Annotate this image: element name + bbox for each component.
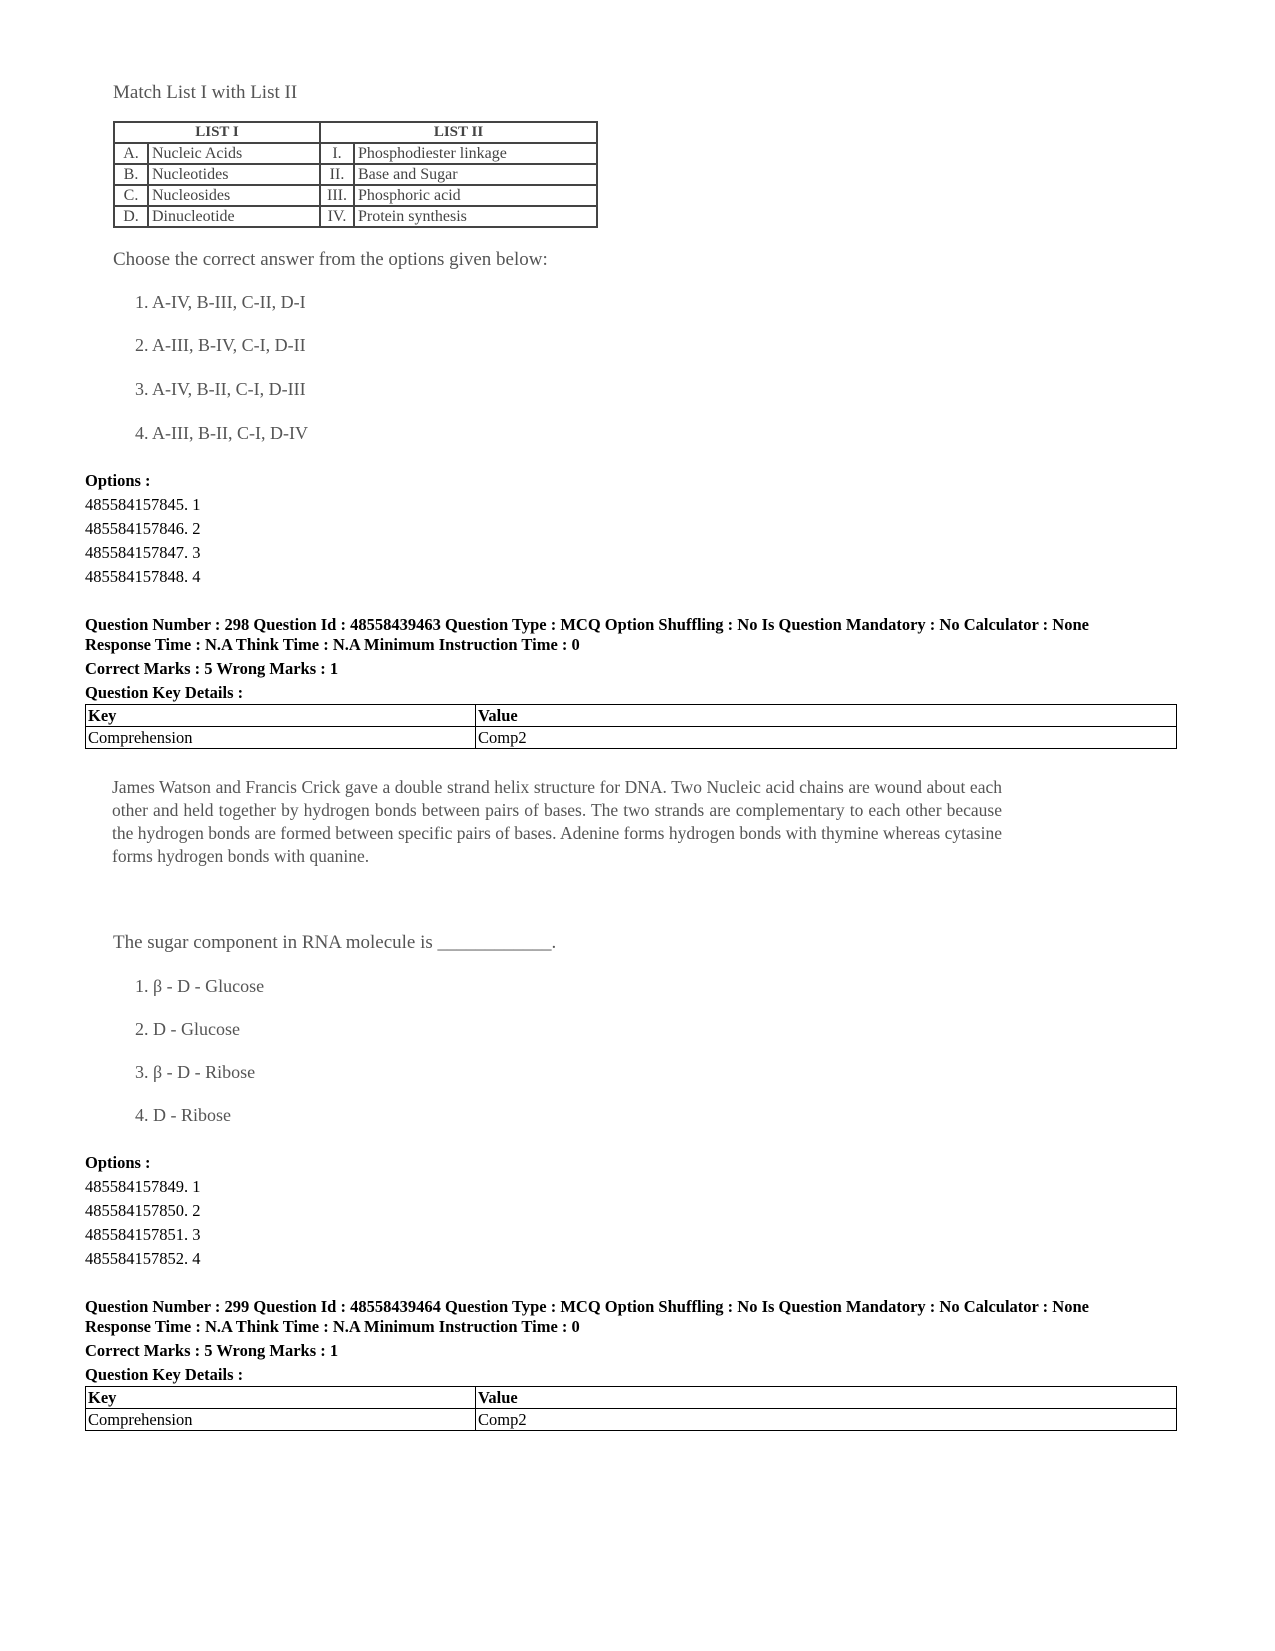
kv-value: Comp2 <box>476 1409 1177 1431</box>
option-id: 485584157850. 2 <box>85 1201 201 1220</box>
list1-value: Nucleotides <box>148 164 320 185</box>
key-details-table <box>85 1386 1177 1431</box>
answer-choice: 2. A-III, B-IV, C-I, D-II <box>135 335 306 355</box>
match-row <box>114 206 597 227</box>
list1-value: Dinucleotide <box>148 206 320 227</box>
list1-header: LIST I <box>114 122 320 143</box>
kv-value-header: Value <box>476 705 1177 727</box>
list2-key: IV. <box>320 206 354 227</box>
choose-instruction: Choose the correct answer from the options given below: <box>113 249 548 270</box>
kv-value: Comp2 <box>476 727 1177 749</box>
answer-choice: 3. β - D - Ribose <box>135 1062 256 1082</box>
question-meta-line2: Response Time : N.A Think Time : N.A Minimum Instruction Time : 0 <box>85 635 580 654</box>
option-id: 485584157849. 1 <box>85 1177 201 1196</box>
kv-key: Comprehension <box>86 727 476 749</box>
key-details-table <box>85 704 1177 749</box>
match-row <box>114 143 597 164</box>
list2-value: Phosphodiester linkage <box>354 143 597 164</box>
kv-key-header: Key <box>86 705 476 727</box>
answer-choice: 4. D - Ribose <box>135 1105 231 1125</box>
question-meta-line1: Question Number : 299 Question Id : 48558439464 Question Type : MCQ Option Shuffling : No Is Question Mandatory : No Calculator : None <box>85 1297 1089 1316</box>
list1-key: D. <box>114 206 148 227</box>
kv-key: Comprehension <box>86 1409 476 1431</box>
question-text: The sugar component in RNA molecule is ____________. <box>113 932 557 953</box>
kv-value-header: Value <box>476 1387 1177 1409</box>
option-id: 485584157845. 1 <box>85 495 201 514</box>
options-label: Options : <box>85 1153 151 1172</box>
list1-key: C. <box>114 185 148 206</box>
option-id: 485584157848. 4 <box>85 567 201 586</box>
match-table <box>113 121 598 228</box>
list2-value: Phosphoric acid <box>354 185 597 206</box>
key-details-label: Question Key Details : <box>85 1365 244 1384</box>
question-header-298 <box>85 615 1089 705</box>
question-meta-line1: Question Number : 298 Question Id : 48558439463 Question Type : MCQ Option Shuffling : No Is Question Mandatory : No Calculator : None <box>85 615 1089 634</box>
list2-key: III. <box>320 185 354 206</box>
options-label: Options : <box>85 471 151 490</box>
answer-choice: 4. A-III, B-II, C-I, D-IV <box>135 423 308 443</box>
option-id: 485584157846. 2 <box>85 519 201 538</box>
comprehension-passage: James Watson and Francis Crick gave a double strand helix structure for DNA. Two Nucleic acid chains are wound about each other and held together by hydrogen bonds between pairs of bases. The two strands are complementary to each other because the hydrogen bonds are formed between specific pairs of bases. Adenine forms hydrogen bonds with thymine whereas cytasine forms hydrogen bonds with quanine. <box>112 777 1002 866</box>
list2-key: I. <box>320 143 354 164</box>
question-header-299 <box>85 1297 1089 1387</box>
option-id: 485584157852. 4 <box>85 1249 201 1268</box>
list2-value: Base and Sugar <box>354 164 597 185</box>
list2-key: II. <box>320 164 354 185</box>
question-meta-line2: Response Time : N.A Think Time : N.A Minimum Instruction Time : 0 <box>85 1317 580 1336</box>
list2-header: LIST II <box>320 122 597 143</box>
answer-choice: 1. A-IV, B-III, C-II, D-I <box>135 292 306 312</box>
match-instruction: Match List I with List II <box>113 82 298 103</box>
list1-value: Nucleosides <box>148 185 320 206</box>
list1-key: A. <box>114 143 148 164</box>
kv-key-header: Key <box>86 1387 476 1409</box>
answer-choice: 2. D - Glucose <box>135 1019 240 1039</box>
marks-line: Correct Marks : 5 Wrong Marks : 1 <box>85 659 339 678</box>
option-id: 485584157851. 3 <box>85 1225 201 1244</box>
list1-key: B. <box>114 164 148 185</box>
answer-choice: 3. A-IV, B-II, C-I, D-III <box>135 379 306 399</box>
list2-value: Protein synthesis <box>354 206 597 227</box>
marks-line: Correct Marks : 5 Wrong Marks : 1 <box>85 1341 339 1360</box>
key-details-label: Question Key Details : <box>85 683 244 702</box>
list1-value: Nucleic Acids <box>148 143 320 164</box>
answer-choice: 1. β - D - Glucose <box>135 976 265 996</box>
match-row <box>114 164 597 185</box>
match-row <box>114 185 597 206</box>
option-id: 485584157847. 3 <box>85 543 201 562</box>
